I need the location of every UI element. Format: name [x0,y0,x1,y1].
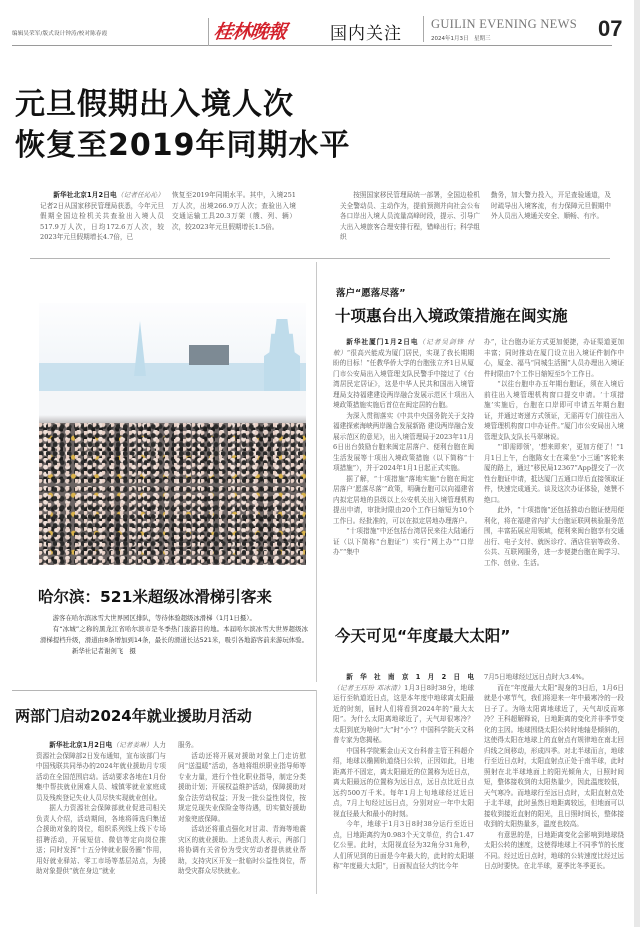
reporter: （记者吴剑锋 付敏） [333,338,474,357]
taiwan-col-2 [484,337,624,568]
taiwan-story-headline: 十项惠台出入境政策措施在闽实施 [335,307,568,325]
paragraph: 据了解，“十项措施”落地实施“台胞在闽定居落户‘愿落尽落’”政策，明确台胞可以向福建省内拟定居地的县级以上公安机关出入境管理机构提出申请，审批时限由20个工作日缩短为10个工作日。经批准的，可以在拟定居地办理落户。 [333,474,474,525]
jobs-col-1 [36,740,166,877]
divider [208,18,209,46]
english-masthead: GUILIN EVENING NEWS [431,17,577,31]
paragraph: 1月3日8时38分，地球运行至轨道近日点，这是本年度中地球离太阳最近的时刻，届时人们将看到2024年的“最大太阳”。为什么太阳离地球近了，天气却很寒冷？太阳到底为啥时“大”时“小”？中国科学院天文科普专家为您揭秘。 [333,683,474,744]
issue-date: 2024年1月3日 星期三 [431,36,491,42]
jobs-story-headline: 两部门启动2024年就业援助月活动 [15,707,252,725]
arena-building [189,345,229,365]
dateline: 新华社南京1月2日电 [346,673,474,681]
section-title: 国内关注 [330,24,402,44]
paragraph: 为深入贯彻落实《中共中央国务院关于支持福建探索海峡两岸融合发展新路 建设两岸融合发展示范区的意见》，出入境管理局于2023年11月6日出台鼓励台胞来闽定居落户、便利台胞在闽生活发展等十项出入境政策措施（以下简称“十项措施”），并于2024年1月1日起正式实施。 [333,411,474,472]
paragraph: 7月5日地球经过远日点时大3.4%。 [484,673,589,681]
section-divider [30,258,610,259]
photo-credit: 新华社记者谢剑飞 摄 [72,647,136,655]
scrollbar[interactable] [634,0,640,927]
caption-text: 有“冰城”之称的黑龙江省哈尔滨市是冬季热门旅游目的地。本届哈尔滨冰雪大世界超级冰滑梯提档升级，滑道由8条增加到14条，最长的滑道长达521米，吸引各地游客前来游玩体验。 [40,625,308,644]
lead-headline-line1: 元旦假期出入境人次 [15,87,294,122]
divider [423,16,424,42]
paragraph: 按照国家移民管理局统一部署，全国边检机关全警动员、主动作为，提前预测并向社会公布各口岸出入境人员流量高峰时段，提示、引导广大出入境旅客合理安排行程，错峰出行；科学组织 [340,191,480,241]
reporter: （记者任沁沁） [116,191,164,199]
photo-story-headline: 哈尔滨：521米超级冰滑梯引客来 [38,588,272,606]
paragraph: “很高兴能成为厦门居民，实现了我长期期盼的目标！”任教华侨大学的台胞张立齐1日从厦门市公安局出入境管理支队民警手中接过了《台湾居民定居证》，这是中华人民共和国出入境管理局支持福建建设两岸融合发展示范区十项出入境政策措施实施后首位在闽定居的台胞。 [333,348,474,409]
paragraph: 而在“年度最大太阳”现身的3日后，1月6日就是小寒节气，我们将迎来一年中最寒冷的一段日子了。为啥太阳离地球近了，天气却反而寒冷？王科超解释说，日地距离的变化并非季节变化的主因。地球围绕太阳公转时地轴是倾斜的，这使得太阳在地球上的直射点有规律地在南北回归线之间移动，形成四季。对北半球而言，地球行至近日点时，太阳直射点正处于南半球，此时照射在北半球地面上的阳光倾角大，日照时间短，整体接收到的太阳热量少，因此温度较低，天气寒冷。而地球行至远日点时，太阳直射点处于北半球，此时虽然日地距离较远，但地面可以接收到接近直射的阳光，且日照时间长，整体接收到的太阳热量多，温度也较高。 [484,683,624,828]
paragraph: 此外，“十项措施”还包括推动台胞证使用便利化，将在福建省内扩大台胞证联网核验服务范围，丰富拓展应用领域，便利来闽台胞享有交通出行、电子支付、就医诊疗、酒店住宿等政务、公共、互联网服务，进一步便捷台胞在闽学习、工作、创业、生活。 [484,506,624,567]
page-header [12,14,623,46]
paragraph: “以往台胞申办五年期台胞证，须在入境后前往出入境管理机构窗口提交申请。‘十项措施’实施后，台胞在口岸即可申请五年期台胞证，并通过寄递方式领证，无需再专门前往出入境管理机构窗口申办证件。”厦门市公安局出入境管理支队支队长马翠琳说。 [484,380,624,441]
dateline: 新华社厦门1月2日电 [346,338,419,346]
lead-col-1 [40,190,164,243]
lead-col-4 [491,190,611,222]
ice-buildings [39,363,306,393]
crowd [39,423,306,565]
paragraph: 据人力资源社会保障部就业促进司相关负责人介绍，活动期间，各地将筛选归集适合援助对象的岗位，组织系列线上线下专场招聘活动，开展短信、微信等定向岗位推送；同时发挥“十五分钟就业服务圈”作用，用好就业驿站、零工市场等基层站点，为援助对象提供“就在身边”就业 [36,804,166,875]
harbin-ice-world-photo [39,303,306,565]
reporter: （记者姜琳） [112,741,153,749]
jobs-col-2 [178,740,306,877]
newspaper-logo: 桂林晚報 [212,21,288,43]
sun-col-2 [484,672,624,872]
paragraph: 恢复至2019年同期水平。其中，入境251万人次，出境266.9万人次；查验出入境交通运输工具20.3万架（艘、列、辆）次，较2023年元旦假期增长1.5倍。 [172,191,296,231]
column-divider [316,262,317,682]
taiwan-story-kicker: 落户“愿落尽落” [336,288,406,299]
paragraph: 办”，让台胞办证方式更加便捷，办证渠道更加丰富；同时推动在厦门设立出入境证件制作中心，厦金、福马“同城生活圈”人员办理出入境证件时限由7个工作日缩短至5个工作日。 [484,338,624,378]
sun-col-1 [333,672,474,872]
paragraph: 中国科学院紫金山天文台科普主管王科超介绍，地球以椭圆轨道绕日公转，正因如此，日地距离并不固定，离太阳最近的位置称为近日点，离太阳最远的位置称为远日点，远日点比近日点远约500万千米。每年1月上旬地球经过近日点，7月上旬经过远日点，分别对应一年中太阳视直径最大和最小的时刻。 [333,746,474,818]
caption-text: 游客在哈尔滨冰雪大世界园区排队，等待体验超级冰滑梯（1月1日摄）。 [52,614,256,622]
paragraph: 活动还将重点强化对甘肃、青海等地震灾区的就业援助。上述负责人表示，两部门将协调有关省份为受灾劳动者提供就业帮助，支持灾区开发一批临时公益性岗位，帮助受灾群众尽快就业。 [178,825,306,875]
editor-credits: 编辑吴荣军/版式设计钟涛/校对陈春霞 [12,31,108,37]
lead-col-3 [340,190,480,243]
paragraph: 活动还将开展对援助对象上门走访慰问“送温暖”活动，各地将组织职业指导师等专业力量，进行个性化职业指导，制定分类援助计划；开展权益维护活动，保障援助对象合法劳动权益；开发一批公益性岗位，按规定兑现失业保险金等待遇，切实做好援助对象兜底保障。 [178,751,306,823]
taiwan-col-1 [333,337,474,558]
paragraph: “十项措施”中还包括台湾居民来往大陆通行证（以下简称“台胞证”）实行“网上办”“口岸办”“集中 [333,527,474,556]
lead-headline-line2: 恢复至2019年同期水平 [15,128,351,163]
page-number: 07 [598,16,623,41]
paragraph: 记者2日从国家移民管理局获悉，今年元旦假期全国边检机关共查验出入境人员517.9万人次，日均172.6万人次，较2023年元旦假期增长4.7倍，已 [40,201,164,241]
paragraph: 今年，地球于1月3日8时38分运行至近日点，日地距离约为0.983个天文单位，约合1.47亿公里。此时，太阳视直径为32角分31角秒，人们所见到的日面是今年最大的，此时的太阳堪称“年度最大太阳”，日面视直径大约比今年 [333,820,474,870]
reporter: （记者王珏玢 邓冰清） [333,683,405,692]
paragraph: 有意思的是，日地距离变化会影响到地球绕太阳公转的速度，这使得地球上不同季节的长度不同。经过近日点时，地球的公转速度比经过远日点时要快。在北半球，夏季比冬季更长。 [484,830,624,870]
sun-story-headline: 今天可见“年度最大太阳” [335,627,511,645]
section-divider [12,690,316,691]
photo-caption [40,613,308,657]
lead-headline [15,84,351,166]
column-divider [316,690,317,894]
dateline: 新华社北京1月2日电 [53,191,117,199]
paragraph: “‘即需即领’，‘想来即来’，更加方便了！”1月1日上午，台胞陈女士在乘坐“小三通”客轮来厦的路上，通过“移民局12367”App提交了一次性台胞证申请，抵达厦门五通口岸后直接领取证件，快速完成通关。谈及这次办证体验，她赞不绝口。 [484,443,624,504]
dateline: 新华社北京1月2日电 [49,741,113,749]
paragraph: 人力资源社会保障部2日发布通知，宣布该部门与中国残联共同举办的2024年就业援助月专项活动在全国范围启动。活动要求各地在1月份集中帮扶就业困难人员、城镇零就业家庭成员及残疾登记失业人员尽快实现就业创业。 [36,741,166,802]
paragraph: 勤务，加大警力投入，开足查验通道，及时疏导出入境客流，有力保障元旦假期中外人员出入境通关安全、顺畅、有序。 [491,191,611,220]
lead-col-2 [172,190,296,232]
paragraph: 服务。 [178,741,198,749]
